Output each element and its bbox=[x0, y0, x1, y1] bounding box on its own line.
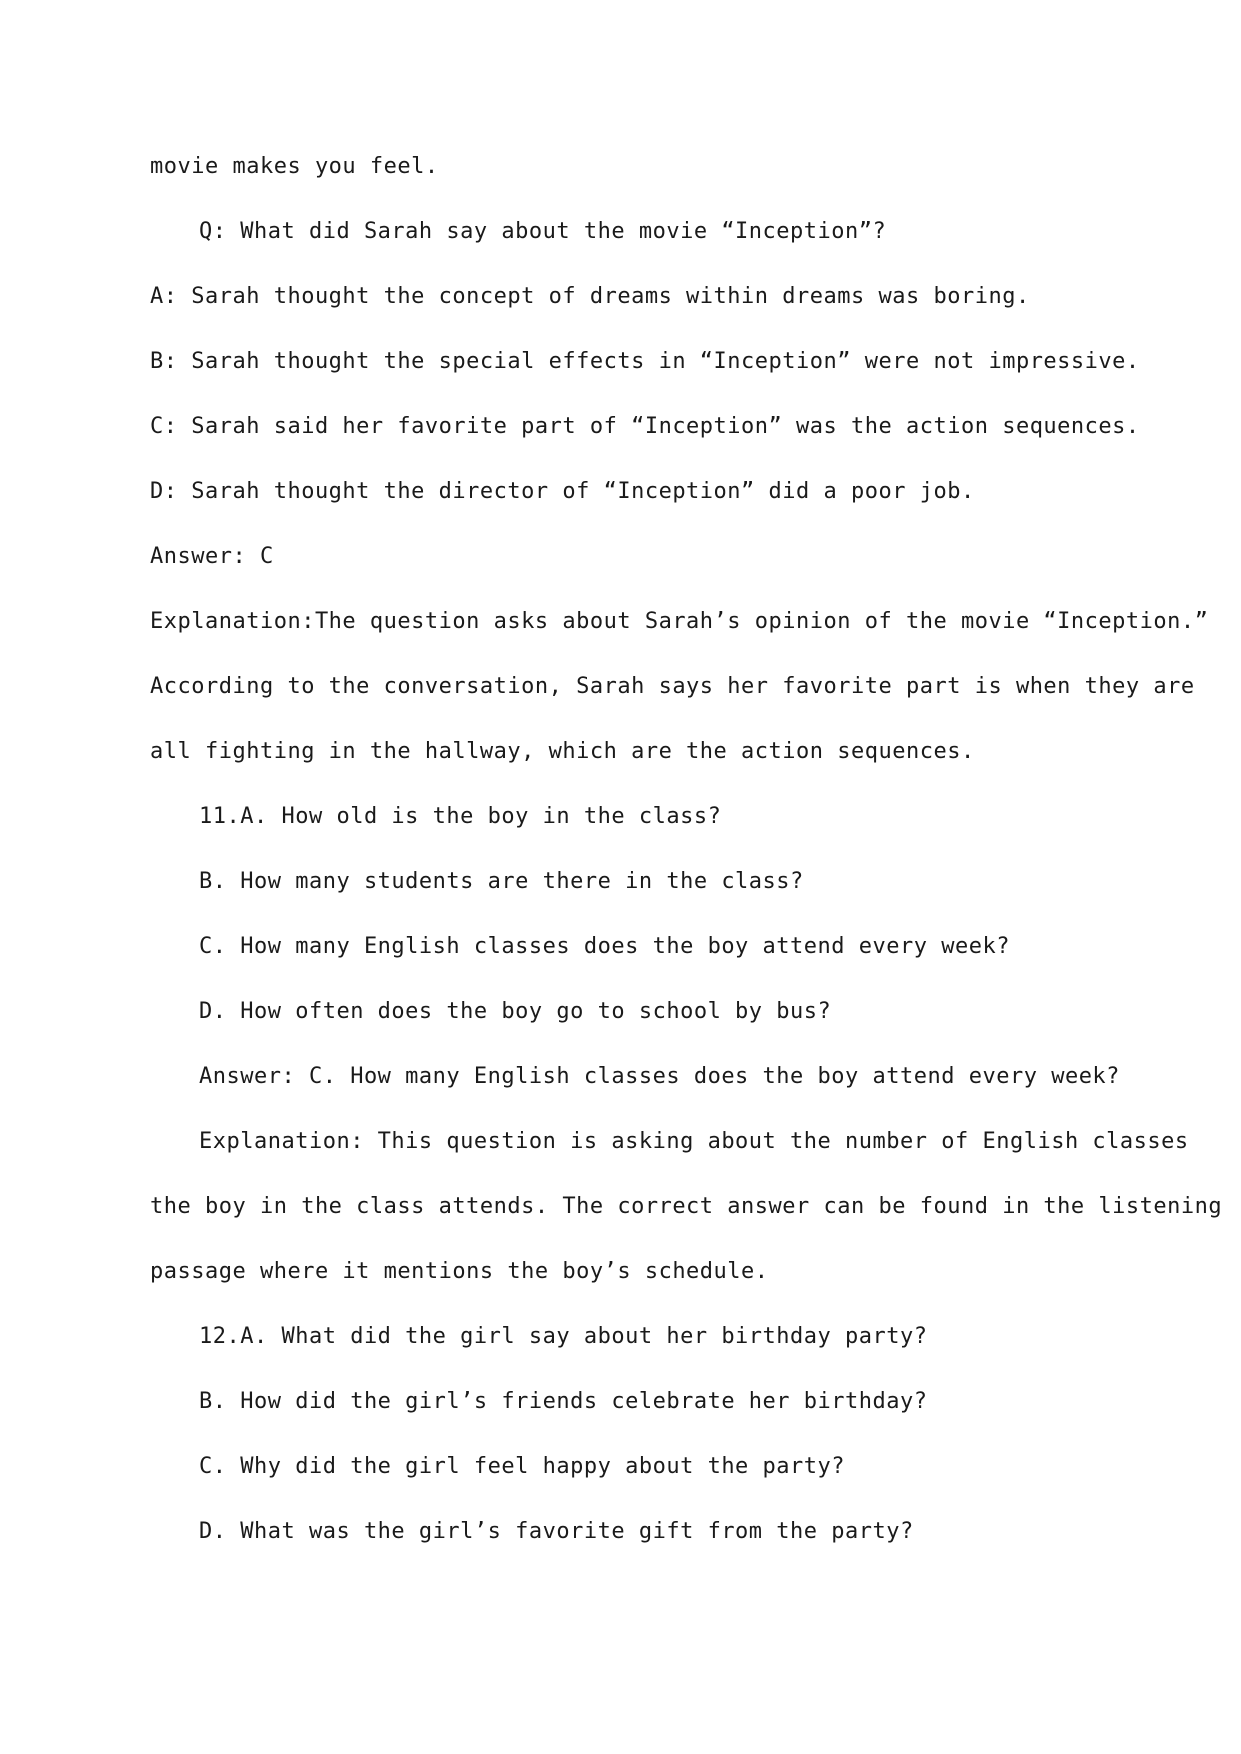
option-c: C: Sarah said her favorite part of “Inception” was the action sequences. bbox=[150, 414, 1140, 439]
question-11-option-d: D. How often does the boy go to school by bus? bbox=[199, 999, 832, 1024]
answer-text: Answer: C. How many English classes does the boy attend every week? bbox=[199, 1064, 1120, 1089]
explanation-text: Explanation:The question asks about Sarah’s opinion of the movie “Inception.” bbox=[150, 609, 1209, 634]
answer-text: Answer: C bbox=[150, 544, 274, 569]
explanation-text: According to the conversation, Sarah says her favorite part is when they are bbox=[150, 674, 1195, 699]
question-text: Q: What did Sarah say about the movie “Inception”? bbox=[199, 219, 887, 244]
text-line: movie makes you feel. bbox=[150, 154, 439, 179]
question-12-option-d: D. What was the girl’s favorite gift from the party? bbox=[199, 1519, 914, 1544]
question-12-option-b: B. How did the girl’s friends celebrate her birthday? bbox=[199, 1389, 928, 1414]
question-12-option-c: C. Why did the girl feel happy about the party? bbox=[199, 1454, 846, 1479]
question-12-option-a: 12.A. What did the girl say about her birthday party? bbox=[199, 1324, 928, 1349]
option-a: A: Sarah thought the concept of dreams within dreams was boring. bbox=[150, 284, 1030, 309]
option-d: D: Sarah thought the director of “Inception” did a poor job. bbox=[150, 479, 975, 504]
explanation-text: passage where it mentions the boy’s schedule. bbox=[150, 1259, 769, 1284]
explanation-text: the boy in the class attends. The correct answer can be found in the listening bbox=[150, 1194, 1223, 1219]
question-11-option-b: B. How many students are there in the class? bbox=[199, 869, 804, 894]
option-b: B: Sarah thought the special effects in “Inception” were not impressive. bbox=[150, 349, 1140, 374]
explanation-text: Explanation: This question is asking about the number of English classes bbox=[199, 1129, 1189, 1154]
explanation-text: all fighting in the hallway, which are the action sequences. bbox=[150, 739, 975, 764]
question-11-option-c: C. How many English classes does the boy attend every week? bbox=[199, 934, 1010, 959]
question-11-option-a: 11.A. How old is the boy in the class? bbox=[199, 804, 722, 829]
